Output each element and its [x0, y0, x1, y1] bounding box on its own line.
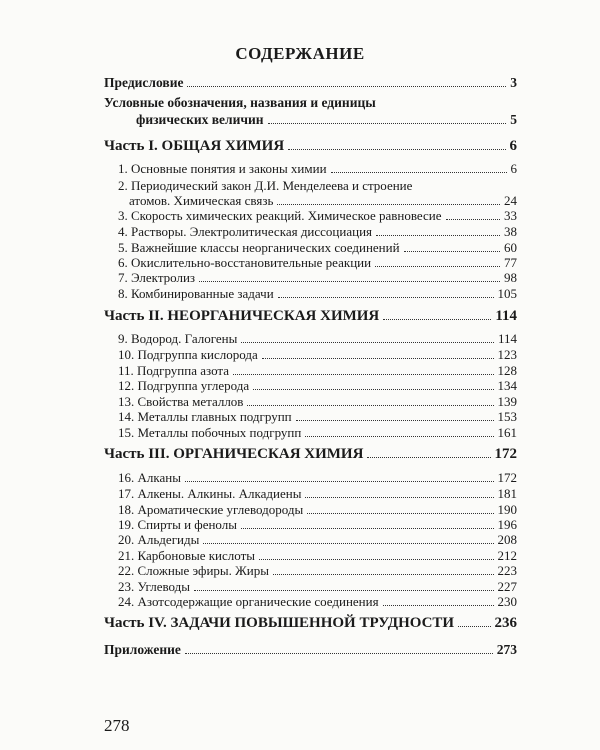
toc-label: Часть I. ОБЩАЯ ХИМИЯ [104, 138, 285, 154]
toc-page: 172 [497, 470, 517, 485]
toc-chapter [118, 470, 517, 485]
toc-page: 208 [497, 532, 517, 547]
toc-label: Часть II. НЕОРГАНИЧЕСКАЯ ХИМИЯ [104, 308, 380, 324]
toc-page: 123 [497, 347, 517, 362]
toc-label: атомов. Химическая связь [129, 193, 274, 208]
toc-chapter [118, 208, 517, 223]
toc-chapter [118, 517, 517, 532]
toc-label: 24. Азотсодержащие органические соединения [118, 594, 379, 609]
toc-label: 15. Металлы побочных подгрупп [118, 425, 302, 440]
toc-label: 4. Растворы. Электролитическая диссоциация [118, 224, 373, 239]
toc-page: 230 [497, 594, 517, 609]
toc-page: 161 [497, 425, 517, 440]
toc-chapter [118, 394, 517, 409]
toc-page: 181 [497, 486, 517, 501]
toc-label: Часть IV. ЗАДАЧИ ПОВЫШЕННОЙ ТРУДНОСТИ [104, 615, 455, 631]
toc-page: 33 [504, 208, 517, 223]
toc-label: 21. Карбоновые кислоты [118, 548, 256, 563]
toc-chapter [129, 193, 517, 208]
toc-label: 14. Металлы главных подгрупп [118, 409, 292, 424]
toc-chapter [118, 270, 517, 285]
toc-label: 9. Водород. Галогены [118, 331, 238, 346]
toc-chapter [118, 532, 517, 547]
toc-label: 13. Свойства металлов [118, 394, 244, 409]
toc-page: 223 [497, 563, 517, 578]
toc-label: 16. Алканы [118, 470, 181, 485]
toc-part-2 [104, 309, 517, 324]
toc-page: 273 [496, 642, 517, 657]
toc-label: 23. Углеводы [118, 579, 191, 594]
toc-label: 6. Окислительно-восстановительные реакции [118, 255, 372, 270]
toc-chapter [118, 286, 517, 301]
toc-label: Предисловие [104, 75, 184, 90]
toc-label: 3. Скорость химических реакций. Химическое равновесие [118, 208, 442, 223]
toc-label: 19. Спирты и фенолы [118, 517, 237, 532]
toc-label: 10. Подгруппа кислорода [118, 347, 258, 362]
toc-page: 98 [504, 270, 517, 285]
toc-page: 196 [497, 517, 517, 532]
toc-page: 212 [497, 548, 517, 563]
toc-page: 134 [497, 378, 517, 393]
toc-page: 5 [510, 112, 517, 127]
toc-label: физических величин [136, 112, 264, 127]
toc-chapter [118, 425, 517, 440]
toc-label: Часть III. ОРГАНИЧЕСКАЯ ХИМИЯ [104, 446, 364, 462]
toc-entry-notation-line1: Условные обозначения, названия и единицы [104, 95, 376, 110]
toc-chapter [118, 502, 517, 517]
page-number: 278 [104, 716, 130, 735]
toc-page: 24 [504, 193, 517, 208]
toc-label: 1. Основные понятия и законы химии [118, 161, 327, 176]
toc-chapter [118, 579, 517, 594]
toc-page: 172 [494, 446, 517, 462]
toc-chapter [118, 486, 517, 501]
toc-chapter [118, 224, 517, 239]
toc-page: 227 [497, 579, 517, 594]
toc-label: 7. Электролиз [118, 270, 196, 285]
toc-entry-appendix [104, 642, 517, 657]
toc-page: 128 [497, 363, 517, 378]
toc-part-4 [104, 616, 517, 631]
toc-chapter [118, 331, 517, 346]
toc-chapter [118, 594, 517, 609]
toc-label: Приложение [104, 642, 181, 657]
toc-page: 153 [497, 409, 517, 424]
page-title: СОДЕРЖАНИЕ [235, 44, 365, 63]
toc-page: 6 [509, 138, 517, 154]
toc-chapter [118, 161, 517, 176]
toc-label: 12. Подгруппа углерода [118, 378, 250, 393]
toc-chapter-line1: 2. Периодический закон Д.И. Менделеева и строение [118, 178, 413, 193]
toc-chapter [118, 347, 517, 362]
toc-page: 6 [510, 161, 517, 176]
toc-chapter [118, 563, 517, 578]
toc-chapter [118, 255, 517, 270]
toc-label: 11. Подгруппа азота [118, 363, 230, 378]
toc-page: 190 [497, 502, 517, 517]
toc-part-3 [104, 447, 517, 462]
toc-chapter [118, 378, 517, 393]
toc-part-1 [104, 139, 517, 154]
toc-page: 105 [497, 286, 517, 301]
toc-chapter [118, 363, 517, 378]
toc-entry-preface [104, 75, 517, 90]
toc-chapter [118, 240, 517, 255]
toc-label: 5. Важнейшие классы неорганических соединений [118, 240, 400, 255]
toc-page: 114 [497, 331, 517, 346]
toc-page: 60 [504, 240, 517, 255]
toc-label: 18. Ароматические углеводороды [118, 502, 304, 517]
toc-page: 3 [510, 75, 517, 90]
toc-label: 8. Комбинированные задачи [118, 286, 274, 301]
toc-chapter [118, 548, 517, 563]
toc-label: 22. Сложные эфиры. Жиры [118, 563, 269, 578]
toc-page: 236 [494, 615, 517, 631]
toc-label: 20. Альдегиды [118, 532, 200, 547]
toc-entry-notation [136, 112, 517, 127]
toc-page: 114 [495, 308, 517, 324]
toc-page: 77 [504, 255, 517, 270]
toc-page: 38 [504, 224, 517, 239]
toc-label: 17. Алкены. Алкины. Алкадиены [118, 486, 302, 501]
toc-chapter [118, 409, 517, 424]
toc-page: 139 [497, 394, 517, 409]
